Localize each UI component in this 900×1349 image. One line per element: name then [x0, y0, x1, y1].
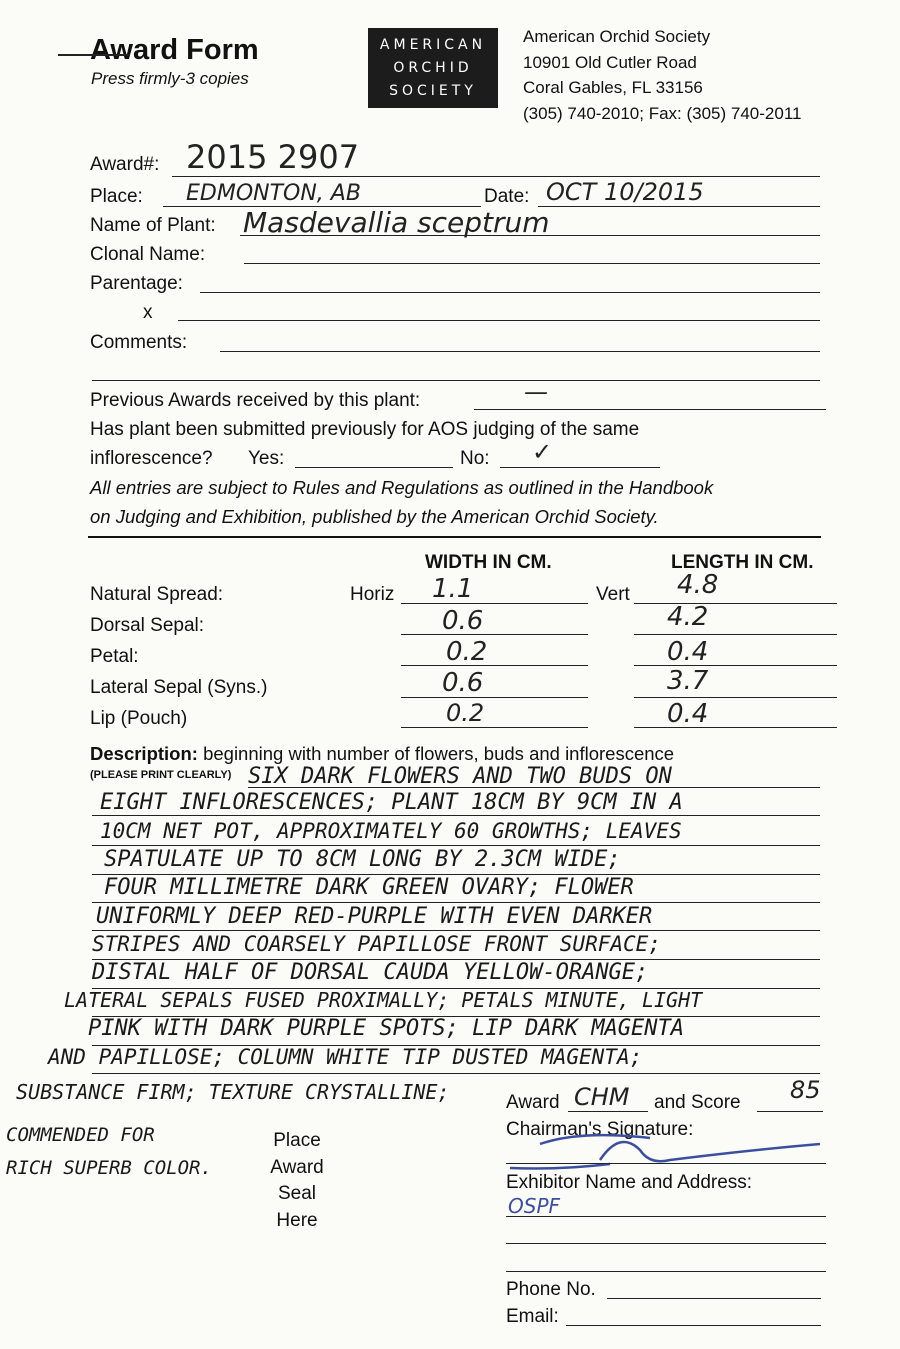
- description-line-2[interactable]: EIGHT INFLORESCENCES; PLANT 18CM BY 9CM IN A: [100, 790, 683, 815]
- lateral-sepal-width-line: [401, 697, 588, 698]
- aos-logo: [368, 28, 498, 108]
- award-value[interactable]: CHM: [574, 1083, 630, 1111]
- seal-line-3: Seal: [277, 1183, 317, 1204]
- natural-spread-length-line: [634, 603, 837, 604]
- date-label: Date:: [484, 186, 530, 207]
- cross-line: [178, 320, 820, 321]
- description-line-10[interactable]: PINK WITH DARK PURPLE SPOTS; LIP DARK MAGENTA: [88, 1016, 685, 1041]
- description-line-11[interactable]: AND PAPILLOSE; COLUMN WHITE TIP DUSTED MAGENTA;: [48, 1045, 643, 1069]
- chairman-line: [506, 1163, 826, 1164]
- print-clearly-note: (PLEASE PRINT CLEARLY): [90, 769, 232, 781]
- form-title: Award Form: [90, 34, 259, 66]
- phone-label: Phone No.: [506, 1279, 596, 1300]
- exhibitor-line-3: [506, 1271, 826, 1272]
- description-line-6[interactable]: UNIFORMLY DEEP RED-PURPLE WITH EVEN DARKER: [96, 904, 653, 929]
- no-checkmark[interactable]: ✓: [532, 438, 553, 466]
- yes-line: [295, 467, 453, 468]
- yes-label: Yes:: [248, 448, 285, 469]
- prev-awards-label: Previous Awards received by this plant:: [90, 390, 421, 411]
- award-number-label: Award#:: [90, 154, 160, 175]
- place-value[interactable]: EDMONTON, AB: [186, 181, 361, 206]
- exhibitor-line-2: [506, 1243, 826, 1244]
- measure-label-natural-spread: Natural Spread:: [90, 584, 224, 605]
- exhibitor-value[interactable]: OSPF: [508, 1194, 561, 1218]
- score-label: and Score: [654, 1092, 741, 1113]
- lateral-sepal-length-line: [634, 697, 837, 698]
- exhibitor-line-1: [506, 1216, 826, 1217]
- submitted-question: Has plant been submitted previously for AOS judging of the same: [90, 419, 640, 440]
- clonal-name-line: [244, 263, 820, 264]
- natural-spread-width-line: [401, 603, 588, 604]
- description-line-12[interactable]: SUBSTANCE FIRM; TEXTURE CRYSTALLINE;: [16, 1080, 450, 1104]
- org-address: [523, 24, 801, 126]
- lip-length-line: [634, 727, 837, 728]
- description-line-3[interactable]: 10CM NET POT, APPROXIMATELY 60 GROWTHS; LEAVES: [100, 819, 682, 843]
- measure-label-lateral-sepal: Lateral Sepal (Syns.): [90, 677, 268, 698]
- horiz-label: Horiz: [350, 584, 395, 605]
- award-line: [568, 1111, 648, 1112]
- description-rule-1: [248, 787, 820, 788]
- award-label: Award: [506, 1092, 560, 1113]
- dorsal-sepal-width[interactable]: 0.6: [442, 606, 484, 636]
- award-number-value[interactable]: 2015 2907: [186, 138, 360, 176]
- description-line-9[interactable]: LATERAL SEPALS FUSED PROXIMALLY; PETALS MINUTE, LIGHT: [64, 988, 703, 1012]
- email-line: [566, 1325, 821, 1326]
- description-line-7[interactable]: STRIPES AND COARSELY PAPILLOSE FRONT SURFACE;: [92, 932, 661, 956]
- measure-label-lip: Lip (Pouch): [90, 708, 188, 729]
- description-line-13[interactable]: COMMENDED FOR: [6, 1124, 155, 1146]
- description-line-1[interactable]: SIX DARK FLOWERS AND TWO BUDS ON: [248, 764, 672, 789]
- chairman-label: Chairman's Signature:: [506, 1119, 694, 1140]
- dorsal-sepal-length-line: [634, 634, 837, 635]
- description-line-5[interactable]: FOUR MILLIMETRE DARK GREEN OVARY; FLOWER: [104, 875, 634, 900]
- clonal-name-label: Clonal Name:: [90, 244, 206, 265]
- petal-width[interactable]: 0.2: [446, 637, 488, 667]
- description-rule-11: [92, 1073, 820, 1074]
- description-rule-3: [92, 845, 820, 846]
- seal-line-1: Place: [273, 1130, 321, 1151]
- parentage-label: Parentage:: [90, 273, 183, 294]
- org-city: Coral Gables, FL 33156: [523, 78, 703, 97]
- org-street: 10901 Old Cutler Road: [523, 52, 697, 72]
- plant-name-label: Name of Plant:: [90, 215, 216, 236]
- comments-line-2: [92, 380, 820, 381]
- score-line: [757, 1111, 823, 1112]
- logo-line-2: ORCHID: [393, 59, 473, 76]
- prev-awards-line: [474, 409, 826, 410]
- email-label: Email:: [506, 1306, 559, 1327]
- form-subtitle: Press firmly-3 copies: [91, 69, 249, 88]
- inflorescence-label: inflorescence?: [90, 448, 213, 469]
- logo-line-3: SOCIETY: [389, 82, 477, 99]
- width-header: WIDTH IN CM.: [425, 552, 552, 573]
- description-line-8[interactable]: DISTAL HALF OF DORSAL CAUDA YELLOW-ORANGE;: [92, 960, 649, 985]
- dorsal-sepal-length[interactable]: 4.2: [667, 602, 709, 632]
- place-label: Place:: [90, 186, 143, 207]
- natural-spread-length[interactable]: 4.8: [677, 570, 719, 600]
- measure-label-petal: Petal:: [90, 646, 139, 667]
- plant-name-value[interactable]: Masdevallia sceptrum: [243, 206, 550, 239]
- award-number-line: [172, 176, 820, 177]
- description-line-14[interactable]: RICH SUPERB COLOR.: [6, 1157, 212, 1179]
- plant-name-line: [240, 235, 820, 236]
- seal-line-2: Award: [270, 1156, 324, 1178]
- exhibitor-label: Exhibitor Name and Address:: [506, 1172, 753, 1193]
- section-divider: [88, 536, 821, 538]
- org-phone: (305) 740-2010; Fax: (305) 740-2011: [523, 103, 802, 123]
- date-line: [538, 206, 820, 207]
- description-rule-6: [92, 930, 820, 931]
- lateral-sepal-length[interactable]: 3.7: [667, 666, 709, 696]
- vert-label: Vert: [596, 584, 630, 605]
- petal-length-line: [634, 665, 837, 666]
- strike-mark: [58, 54, 130, 56]
- measure-label-dorsal-sepal: Dorsal Sepal:: [90, 615, 205, 636]
- seal-placeholder: [262, 1128, 332, 1234]
- description-line-4[interactable]: SPATULATE UP TO 8CM LONG BY 2.3CM WIDE;: [104, 847, 621, 872]
- description-instruction: beginning with number of flowers, buds and inflorescence: [203, 743, 675, 764]
- length-header: LENGTH IN CM.: [671, 552, 814, 573]
- description-rule-5: [92, 902, 820, 903]
- date-value[interactable]: OCT 10/2015: [546, 178, 704, 206]
- prev-awards-value[interactable]: —: [524, 378, 548, 406]
- phone-line: [607, 1298, 821, 1299]
- natural-spread-width[interactable]: 1.1: [432, 574, 474, 604]
- score-value[interactable]: 85: [790, 1076, 821, 1104]
- org-name: American Orchid Society: [523, 27, 711, 46]
- lateral-sepal-width[interactable]: 0.6: [442, 668, 484, 698]
- petal-width-line: [401, 665, 588, 666]
- parentage-line: [200, 292, 820, 293]
- no-label: No:: [460, 448, 490, 469]
- lip-length[interactable]: 0.4: [667, 699, 709, 729]
- rules-line-2: on Judging and Exhibition, published by the American Orchid Society.: [90, 506, 659, 527]
- lip-width[interactable]: 0.2: [446, 699, 485, 727]
- description-rule-2: [92, 815, 820, 816]
- comments-line-1: [220, 351, 820, 352]
- no-line: [500, 467, 660, 468]
- petal-length[interactable]: 0.4: [667, 637, 709, 667]
- rules-line-1: All entries are subject to Rules and Regulations as outlined in the Handbook: [90, 477, 714, 498]
- lip-width-line: [401, 727, 588, 728]
- dorsal-sepal-width-line: [401, 634, 588, 635]
- seal-line-4: Here: [276, 1209, 318, 1231]
- description-heading: [90, 743, 674, 765]
- cross-label: x: [143, 302, 153, 323]
- comments-label: Comments:: [90, 332, 188, 353]
- logo-line-1: AMERICAN: [379, 36, 487, 53]
- description-label: Description:: [90, 743, 198, 764]
